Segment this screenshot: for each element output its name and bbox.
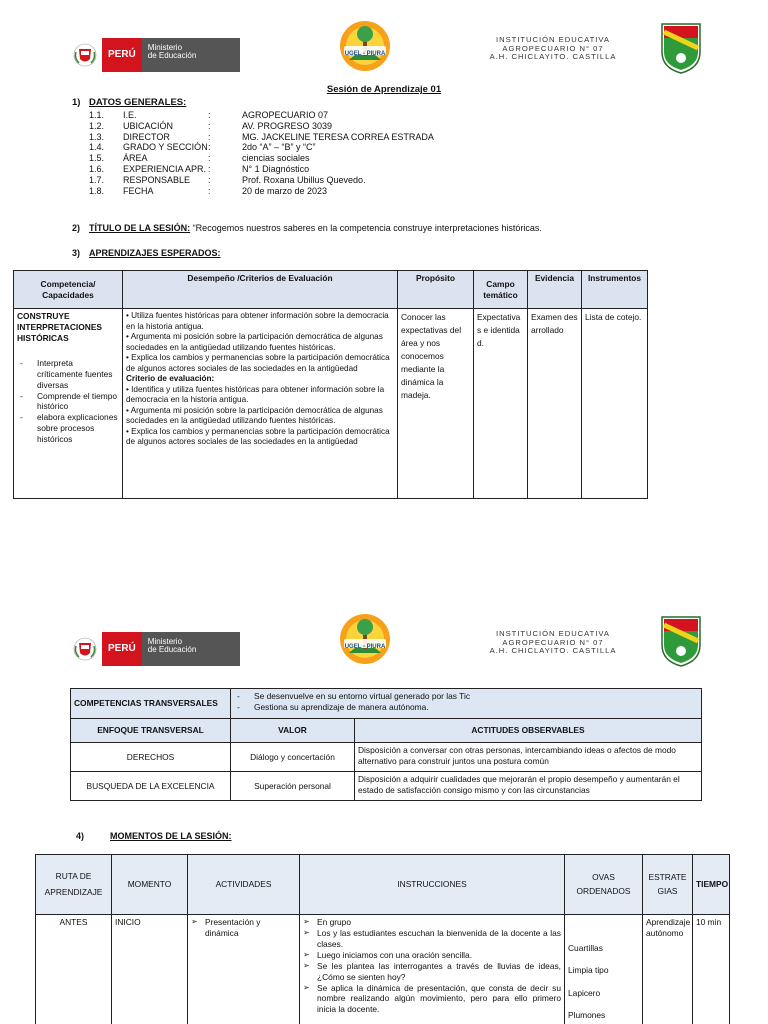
general-data-row bbox=[89, 110, 509, 121]
ministry-line1: Ministerio bbox=[147, 43, 183, 52]
general-data-row bbox=[89, 132, 509, 143]
criteria-item: • Argumenta mi posición sobre la participación democrática de algunas sociedades en la antigüedad utilizando fuentes históricas. bbox=[126, 405, 383, 425]
general-data-row bbox=[89, 175, 509, 186]
enfoque-cell: BUSQUEDA DE LA EXCELENCIA bbox=[71, 772, 231, 801]
session-title: Sesión de Aprendizaje 01 bbox=[326, 84, 442, 95]
section4-num: 4) bbox=[76, 831, 85, 841]
peru-shield-icon bbox=[72, 42, 98, 68]
instruction-item: ➢ Luego iniciamos con una oración sencilla. bbox=[303, 950, 561, 961]
evidence-cell: Examen desarrollado bbox=[528, 309, 582, 499]
item-key: EXPERIENCIA APR. bbox=[123, 163, 207, 174]
item-number: 1.6. bbox=[89, 163, 105, 174]
moment-cell: INICIO bbox=[112, 915, 188, 1024]
moments-row bbox=[36, 915, 730, 1024]
col-header: Propósito bbox=[398, 271, 474, 309]
general-data-list bbox=[89, 110, 509, 196]
col-header: ACTIVIDADES bbox=[188, 855, 300, 915]
learning-table bbox=[13, 270, 648, 499]
ministry-line1: Ministerio bbox=[147, 637, 183, 646]
item-colon: : bbox=[208, 142, 211, 153]
competency-name: CONSTRUYE INTERPRETACIONES HISTÓRICAS bbox=[17, 311, 102, 343]
item-value: AGROPECUARIO 07 bbox=[242, 110, 329, 120]
inst-line3: A.H. CHICLAYITO. CASTILLA bbox=[489, 646, 617, 656]
inst-line1: INSTITUCIÓN EDUCATIVA bbox=[496, 629, 610, 638]
col-header: Evidencia bbox=[528, 271, 582, 309]
actitud-cell: Disposición a conversar con otras personas, intercambiando ideas o afectos de modo alternativo para construir juntos una postura común bbox=[355, 743, 702, 772]
enfoque-cell: DERECHOS bbox=[71, 743, 231, 772]
instruction-item: ➢ Se les plantea las interrogantes a través de lluvias de ideas, ¿Cómo se sienten hoy? bbox=[303, 961, 561, 983]
peru-logo bbox=[72, 38, 240, 72]
competency-cell bbox=[14, 309, 123, 499]
col-header: INSTRUCCIONES bbox=[300, 855, 565, 915]
section3-num: 3) bbox=[72, 248, 81, 258]
section4-title: MOMENTOS DE LA SESIÓN: bbox=[110, 831, 232, 841]
col-header: OVAS ORDENADOS bbox=[565, 855, 643, 915]
ugel-logo-icon bbox=[339, 613, 391, 665]
peru-label: PERÚ bbox=[102, 632, 142, 666]
instrument-cell: Lista de cotejo. bbox=[582, 309, 648, 499]
valor-cell: Superación personal bbox=[231, 772, 355, 801]
general-data-row bbox=[89, 164, 509, 175]
col-header-label: RUTA DE APRENDIZAJE bbox=[44, 870, 103, 897]
competencies-label: COMPETENCIAS TRANSVERSALES bbox=[71, 689, 231, 719]
actitud-cell: Disposición a adquirir cualidades que mejorarán el propio desempeño y aumentarán el estado de satisfacción consigo mismo y con las circunstancias bbox=[355, 772, 702, 801]
inst-line2: AGROPECUARIO N° 07 bbox=[502, 637, 604, 647]
peru-label: PERÚ bbox=[102, 38, 142, 72]
valor-cell: Diálogo y concertación bbox=[231, 743, 355, 772]
section1-title: DATOS GENERALES: bbox=[89, 97, 187, 108]
performance-item: • Argumenta mi posición sobre la participación democrática de algunas sociedades en la antigüedad utilizando fuentes históricas. bbox=[126, 332, 383, 352]
moments-header-row bbox=[36, 855, 730, 915]
criteria-title: Criterio de evaluación: bbox=[126, 374, 215, 383]
item-number: 1.1. bbox=[89, 110, 105, 120]
general-data-row bbox=[89, 153, 509, 164]
item-number: 1.7. bbox=[89, 174, 105, 185]
school-crest-icon bbox=[660, 22, 702, 74]
transversal-competency: - Se desenvuelve en su entorno virtual generado por las Tic bbox=[234, 691, 698, 702]
materials-cell bbox=[565, 915, 643, 1024]
col-header: Competencia/ Capacidades bbox=[14, 271, 123, 309]
col-header: Instrumentos bbox=[582, 271, 648, 309]
inst-line2: AGROPECUARIO N° 07 bbox=[502, 43, 604, 53]
activity-cell bbox=[188, 915, 300, 1024]
item-colon: : bbox=[208, 131, 211, 142]
item-colon: : bbox=[208, 153, 211, 164]
ministry-line2: de Educación bbox=[147, 645, 197, 655]
col-header: ESTRATEGIAS bbox=[643, 855, 693, 915]
material-item: Plumones bbox=[568, 1009, 606, 1020]
item-value: 2do “A” – “B” y “C” bbox=[242, 142, 316, 153]
learning-table-header bbox=[14, 271, 648, 309]
capacity-item: - Comprende el tiempo histórico bbox=[17, 391, 119, 413]
item-key: DIRECTOR bbox=[123, 131, 170, 142]
col-header: VALOR bbox=[231, 719, 355, 743]
item-key: FECHA bbox=[123, 185, 154, 196]
col-header bbox=[36, 855, 112, 915]
item-number: 1.2. bbox=[89, 120, 105, 131]
transversal-row bbox=[71, 743, 702, 772]
instruction-item: ➢ En grupo bbox=[303, 917, 561, 928]
item-value: 20 de marzo de 2023 bbox=[242, 185, 328, 196]
item-colon: : bbox=[208, 174, 211, 185]
item-value: N° 1 Diagnóstico bbox=[242, 163, 310, 174]
capacity-item: - Interpreta críticamente fuentes diversas bbox=[17, 358, 119, 391]
ministry-line2: de Educación bbox=[147, 51, 197, 61]
col-header: Campo temático bbox=[474, 271, 528, 309]
criteria-item: • Identifica y utiliza fuentes históricas para obtener información sobre la democracia en la historia antigua. bbox=[126, 384, 385, 404]
inst-line1: INSTITUCIÓN EDUCATIVA bbox=[496, 35, 610, 44]
capacity-item: - elabora explicaciones sobre procesos históricos bbox=[17, 412, 119, 445]
section3-title: APRENDIZAJES ESPERADOS: bbox=[89, 248, 221, 258]
general-data-row bbox=[89, 142, 509, 153]
capacities-list bbox=[17, 358, 119, 445]
section2-line bbox=[89, 223, 542, 234]
peru-shield-icon bbox=[72, 636, 98, 662]
material-item: Cuartillas bbox=[568, 943, 603, 953]
general-data-row bbox=[89, 186, 509, 197]
performance-item: • Utiliza fuentes históricas para obtener información sobre la democracia en la historia antigua. bbox=[126, 311, 389, 331]
col-header: ACTITUDES OBSERVABLES bbox=[355, 719, 702, 743]
col-header: MOMENTO bbox=[112, 855, 188, 915]
institution-name bbox=[478, 36, 628, 62]
instruction-item: ➢ Los y las estudiantes escuchan la bienvenida de la docente a las clases. bbox=[303, 928, 561, 950]
item-value: AV. PROGRESO 3039 bbox=[242, 120, 333, 131]
transversal-header-row bbox=[71, 719, 702, 743]
transversal-competencies-row bbox=[71, 689, 702, 719]
col-header: ENFOQUE TRANSVERSAL bbox=[71, 719, 231, 743]
purpose-cell: Conocer las expectativas del área y nos conocemos mediante la dinámica la madeja. bbox=[398, 309, 474, 499]
section2-text: “Recogemos nuestros saberes en la competencia construye interpretaciones históricas. bbox=[192, 223, 542, 233]
criteria-item: • Explica los cambios y permanencias sobre la participación democrática de algunos actores sociales de las sociedades en la antigüedad bbox=[126, 426, 390, 446]
peru-logo bbox=[72, 632, 240, 666]
instructions-cell bbox=[300, 915, 565, 1024]
item-number: 1.8. bbox=[89, 185, 105, 196]
time-cell: 10 min bbox=[693, 915, 730, 1024]
item-key: UBICACIÓN bbox=[123, 120, 174, 131]
ministry-label bbox=[142, 632, 240, 666]
section1-num: 1) bbox=[72, 97, 81, 108]
transversal-competency: - Gestiona su aprendizaje de manera autónoma. bbox=[234, 702, 698, 713]
performance-item: • Explica los cambios y permanencias sobre la participación democrática de algunos actores sociales de las sociedades en la antigüedad bbox=[126, 353, 390, 373]
material-item: Limpia tipo bbox=[568, 965, 609, 976]
moments-table bbox=[35, 854, 730, 1024]
strategy-cell: Aprendizaje autónomo bbox=[643, 915, 693, 1024]
institution-name bbox=[478, 630, 628, 656]
material-item: Lapicero bbox=[568, 987, 601, 998]
item-value: Prof. Roxana Ubillus Quevedo. bbox=[242, 174, 366, 185]
item-number: 1.5. bbox=[89, 153, 105, 164]
item-colon: : bbox=[208, 185, 211, 196]
ugel-label: UGEL - PIURA bbox=[344, 51, 386, 57]
item-colon: : bbox=[208, 163, 211, 174]
item-number: 1.3. bbox=[89, 131, 105, 142]
activity-item: ➢ Presentación y dinámica bbox=[191, 917, 296, 939]
item-number: 1.4. bbox=[89, 142, 105, 153]
school-crest-icon bbox=[660, 615, 702, 667]
col-header: TIEMPO bbox=[693, 855, 730, 915]
item-value: MG. JACKELINE TERESA CORREA ESTRADA bbox=[242, 131, 434, 142]
transversal-table bbox=[70, 688, 702, 801]
ugel-logo-icon bbox=[339, 20, 391, 72]
ugel-label: UGEL - PIURA bbox=[344, 644, 386, 650]
general-data-row bbox=[89, 121, 509, 132]
item-key: GRADO Y SECCIÓN bbox=[123, 142, 208, 153]
item-colon: : bbox=[208, 120, 211, 131]
learning-table-row bbox=[14, 309, 648, 499]
col-header: Desempeño /Criterios de Evaluación bbox=[123, 271, 398, 309]
transversal-row bbox=[71, 772, 702, 801]
route-cell: ANTES bbox=[36, 915, 112, 1024]
instruction-item: ➢ Se aplica la dinámica de presentación, que consta de decir su nombre realizando algún movimiento, pero para ello primero inicia la docente. bbox=[303, 983, 561, 1016]
performance-cell bbox=[123, 309, 398, 499]
item-key: ÁREA bbox=[123, 153, 148, 164]
inst-line3: A.H. CHICLAYITO. CASTILLA bbox=[489, 52, 617, 62]
item-colon: : bbox=[208, 110, 211, 120]
competencies-list bbox=[231, 689, 702, 719]
field-cell: Expectativas e identidad. bbox=[474, 309, 528, 499]
item-key: RESPONSABLE bbox=[123, 174, 191, 185]
ministry-label bbox=[142, 38, 240, 72]
item-value: ciencias sociales bbox=[242, 153, 310, 164]
section2-num: 2) bbox=[72, 223, 81, 233]
item-key: I.E. bbox=[123, 110, 137, 120]
section2-title: TÍTULO DE LA SESIÓN: bbox=[89, 223, 191, 233]
